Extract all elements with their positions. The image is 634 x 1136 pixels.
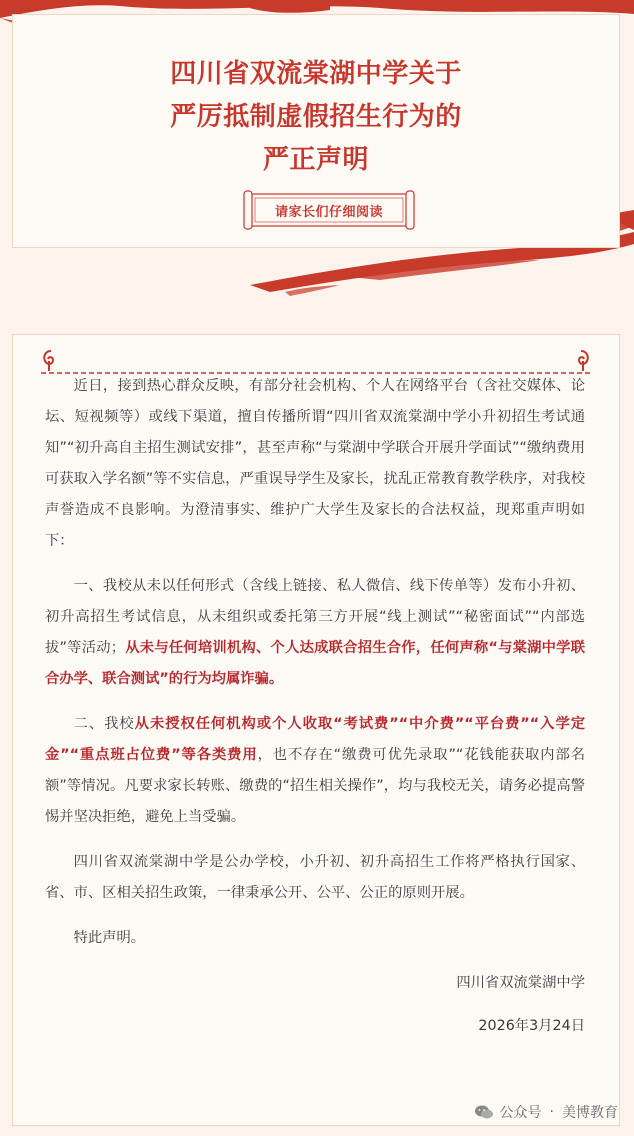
header-card: [12, 14, 620, 248]
statement-body: [45, 371, 585, 1042]
item-2-highlight: 从未授权任何机构或个人收取“考试费”“中介费”“平台费”“入学定金”“重点班占位费”等各类费用: [45, 716, 586, 763]
watermark: [474, 1102, 618, 1122]
item-1-highlight: 从未与任何培训机构、个人达成联合招生合作，任何声称“与棠湖中学联合办学、联合测试”的行为均属诈骗。: [45, 640, 585, 687]
signature: 四川省双流棠湖中学: [456, 975, 585, 991]
item-2-lead: 二、我校: [73, 716, 135, 732]
watermark-prefix: 公众号: [499, 1105, 542, 1121]
statement-card: [12, 334, 620, 1126]
page-title: [13, 53, 619, 182]
title-line-3: 严正声明: [262, 145, 369, 175]
paragraph-policy: 四川省双流棠湖中学是公办学校，小升初、初升高招生工作将严格执行国家、省、市、区相关招生政策，一律秉承公开、公平、公正的原则开展。: [45, 854, 585, 901]
notice-banner: [241, 189, 417, 231]
paragraph-item-1: [45, 571, 585, 695]
watermark-separator: ·: [549, 1104, 554, 1120]
date: 2026年3月24日: [478, 1018, 585, 1034]
wechat-icon: [474, 1104, 494, 1120]
title-line-2: 严厉抵制虚假招生行为的: [170, 102, 462, 132]
paragraph-intro: 近日，接到热心群众反映，有部分社会机构、个人在网络平台（含社交媒体、论坛、短视频等）或线下渠道，擅自传播所谓“四川省双流棠湖中学小升初招生考试通知”“初升高自主招生测试安排”，甚至声称“与棠湖中学联合开展升学面试”“缴纳费用可获取入学名额”等不实信息，严重误导学生及家长，扰乱正常教育教学秩序，对我校声誉造成不良影响。为澄清事实、维护广大学生及家长的合法权益，现郑重声明如下：: [45, 378, 585, 549]
title-line-1: 四川省双流棠湖中学关于: [170, 59, 462, 89]
signature-block: [45, 968, 585, 1042]
watermark-account: 美博教育: [562, 1105, 618, 1121]
item-2-text: ，也不存在“缴费可优先录取”“花钱能获取内部名额”等情况。凡要求家长转账、缴费的“招生相关操作”，均与我校无关，请务必提高警惕并坚决拒绝，避免上当受骗。: [45, 747, 585, 825]
paragraph-closing: 特此声明。: [73, 930, 146, 946]
paragraph-item-2: [45, 709, 585, 833]
banner-text: 请家长们仔细阅读: [274, 205, 383, 220]
item-1-text: 一、我校从未以任何形式（含线上链接、私人微信、线下传单等）发布小升初、初升高招生考试信息，从未组织或委托第三方开展“线上测试”“秘密面试”“内部选拔”等活动；: [45, 578, 585, 656]
